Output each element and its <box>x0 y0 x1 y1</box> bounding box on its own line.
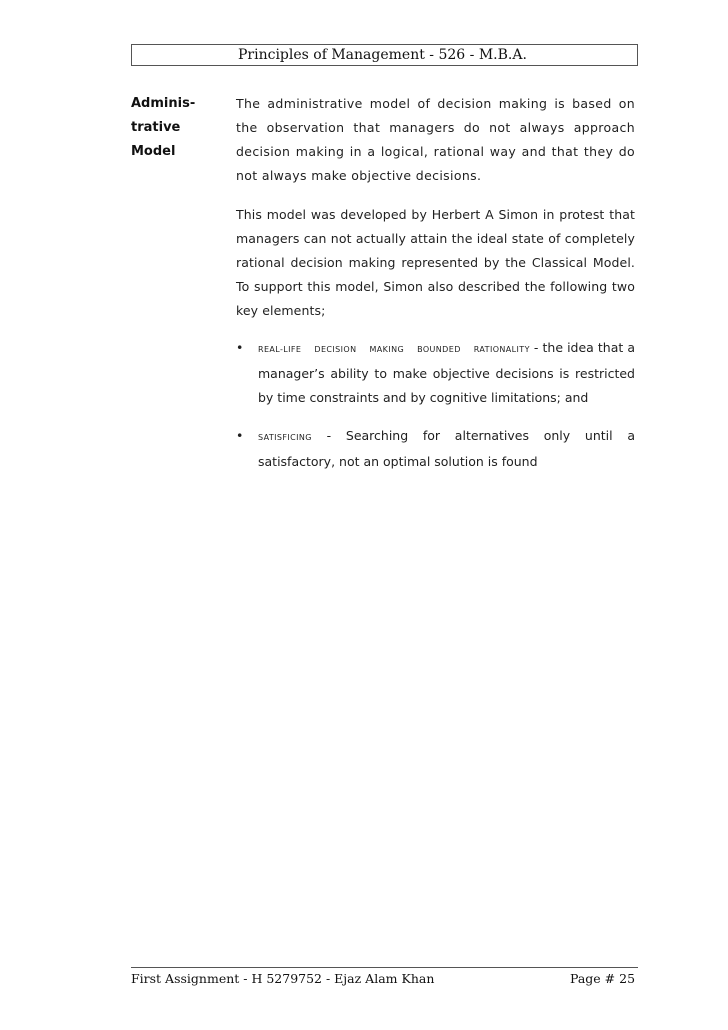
header-title: Principles of Management - 526 - M.B.A. <box>238 47 527 63</box>
footer-assignment-info: First Assignment - H 5279752 - Ejaz Alam Khan <box>131 971 435 986</box>
bullet-body <box>258 336 635 410</box>
bullet-body <box>258 424 635 474</box>
footer-page-number: Page # 25 <box>570 971 636 986</box>
paragraph-2: This model was developed by Herbert A Simon in protest that managers can not actually attain the ideal state of completely rational decision making represented by the Classical Model. To support this model, Simon also described the following two key elements; <box>236 207 635 318</box>
bullet-icon: • <box>236 428 244 443</box>
footer-divider <box>131 967 638 968</box>
bullet-icon: • <box>236 340 244 355</box>
bullet-item <box>236 336 635 410</box>
bullet-text: - the idea that a manager’s ability to make objective decisions is restricted by time constraints and by cognitive limitations; and <box>258 340 635 405</box>
section-heading-line: Adminis- <box>131 96 196 111</box>
section-heading <box>131 92 195 164</box>
paragraph-1: The administrative model of decision making is based on the observation that managers do not always approach decision making in a logical, rational way and that they do not always make objective decisions. <box>236 96 635 183</box>
bullet-term: REAL-LIFE DECISION MAKING BOUNDED RATIONALITY <box>258 345 530 354</box>
bullet-item <box>236 424 635 474</box>
section-heading-line: Model <box>131 144 176 159</box>
bullet-text: - Searching for alternatives only until a satisfactory, not an optimal solution is found <box>258 428 635 469</box>
page-header <box>131 44 638 66</box>
section-heading-line: trative <box>131 120 181 135</box>
bullet-term: SATISFICING <box>258 433 312 442</box>
